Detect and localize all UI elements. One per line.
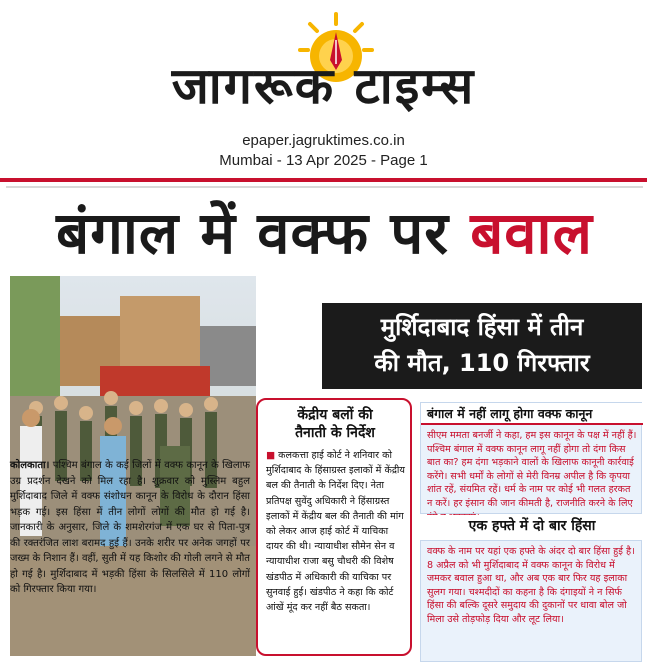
waqf-law-text: सीएम ममता बनर्जी ने कहा, हम इस कानून के पक्ष में नहीं हैं। पश्चिम बंगाल में वक्फ कानून लागू नहीं होगा तो दंगा किस बात का? हम दंगा भड़काने वालों के खिलाफ कानूनी कार्रवाई करेंगे। सभी धर्मों के लोगों से मेरी विनम्र अपील है कि कृपया शांत रहें, संयमित रहें। धर्म के नाम पर कोई भी गलत हरकत न करें। हर इंसान की जान कीमती है, राजनीति करने के लिए bbox=[427, 430, 637, 509]
newspaper-title: जागरूक टाइम्स bbox=[171, 57, 476, 115]
newspaper-page bbox=[6, 186, 643, 660]
epaper-url[interactable]: epaper.jagruktimes.co.in bbox=[242, 132, 405, 149]
central-forces-body: कलकत्ता हाई कोर्ट ने शनिवार को मुर्शिदाबाद के हिंसाग्रस्त इलाकों में केंद्रीय बल की तैनाती के निर्देश दिए। नेता प्रतिपक्ष सुवेंदु अधिकारी ने हिंसाग्रस्त इलाकों में केंद्रीय बल की तैनाती की मांग को लेकर आज हाई कोर्ट में याचिका दायर की थी। न्यायाधीश सौमेन सेन व न्यायाधीश राजा बसु चौधरी की विशेष खंडपीठ में अधिकारी की याचिका पर सुनवाई हुई। खंडपीठ ने कहा कि कोर्ट आंखें मूंद कर नहीं बैठ सकता। bbox=[266, 450, 405, 614]
subheadline-line1: मुर्शिदाबाद हिंसा में तीन bbox=[380, 313, 584, 341]
waqf-law-box bbox=[420, 402, 642, 514]
headline-part2: बवाल bbox=[470, 199, 593, 267]
subheadline-line2: की मौत, 110 गिरफ्तार bbox=[374, 349, 590, 377]
central-forces-title-line2: तैनाती के निर्देश bbox=[295, 425, 375, 441]
edition-date: Mumbai - 13 Apr 2025 - Page 1 bbox=[219, 152, 428, 169]
central-forces-title-line1: केंद्रीय बलों की bbox=[297, 407, 373, 423]
central-forces-box bbox=[256, 398, 412, 656]
violence-twice-title: एक हफ्ते में दो बार हिंसा bbox=[421, 515, 643, 537]
main-headline bbox=[6, 194, 643, 272]
subheadline-box bbox=[322, 303, 642, 389]
bullet-icon: ■ bbox=[266, 450, 279, 461]
masthead-divider bbox=[0, 178, 647, 182]
left-article bbox=[10, 458, 250, 598]
violence-twice-text: वक्फ के नाम पर यहां एक हफ्ते के अंदर दो बार हिंसा हुई है। 8 अप्रैल को भी मुर्शिदाबाद में वक्फ कानून के विरोध में जमकर बवाल हुआ था, और अब एक बार फिर यह इलाका सुलग गया। चश्मदीदों का कहना है कि दंगाइयों ने न सिर्फ हिंसा की बल्कि दूसरे समुदाय की दुकानों पर धावा बोल जो मिला उसे तोड़फोड़ दिया और लूट लिया। bbox=[427, 546, 635, 625]
violence-twice-box bbox=[420, 518, 642, 662]
central-forces-title bbox=[264, 406, 406, 442]
article-dateline: कोलकाता। bbox=[10, 460, 50, 471]
central-forces-text bbox=[266, 448, 408, 615]
headline-part1: बंगाल में वक्फ पर bbox=[56, 199, 471, 267]
waqf-law-title: बंगाल में नहीं लागू होगा वक्फ कानून bbox=[421, 403, 643, 425]
article-body: पश्चिम बंगाल के कई जिलों में वक्फ कानून के खिलाफ उग्र प्रदर्शन देखने को मिल रहा है। शुक्रवार को मुस्लिम बहुल मुर्शिदाबाद जिले में वक्फ संशोधन कानून के विरोध के दौरान हिंसा भड़क गई। इस हिंसा में तीन लोगों लोगों की मौत हो गई है। जानकारी के अनुसार, जिले के शमशेरगंज में एक घर से पिता-पुत्र की रक्तरंजित लाश बरामद हुई हैं। उनके शरीर पर अनेक जगहों पर जख्म के निशान हैं। वहीं, सुती में यह किशोर की गोली लगने से मौत हो गई है। मुर्शिदाबाद में भड़की हिंसा के सिलसिले में 110 लोगों को गिरफ्तार किया गया। bbox=[10, 460, 250, 595]
masthead bbox=[0, 0, 647, 186]
